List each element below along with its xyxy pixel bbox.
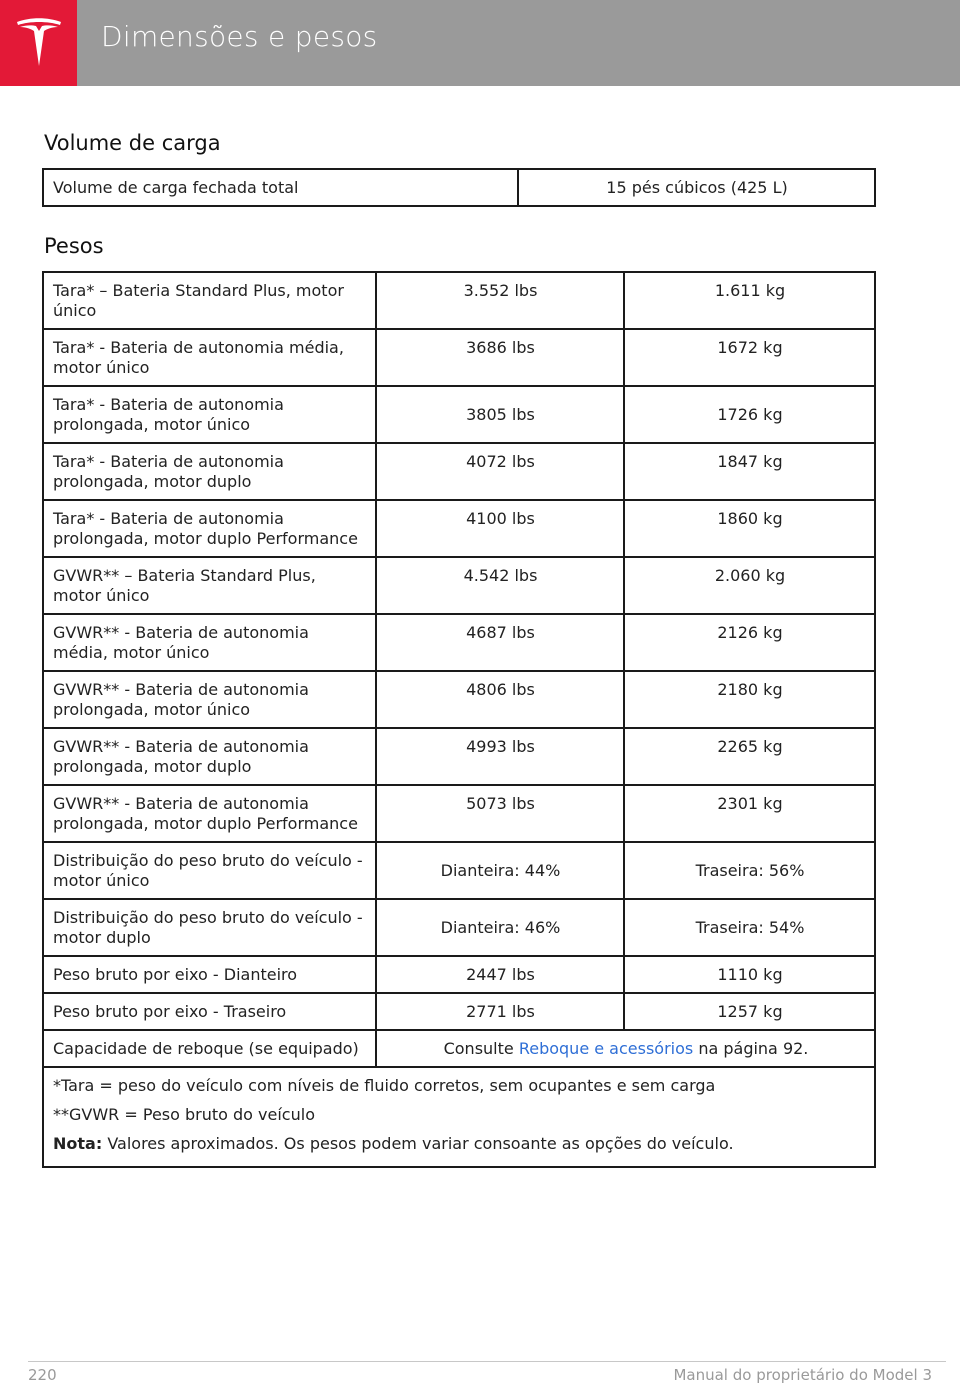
weight-label: GVWR** - Bateria de autonomia prolongada, motor duplo — [43, 728, 376, 785]
towing-prefix: Consulte — [443, 1039, 519, 1058]
table-row — [43, 899, 875, 956]
table-row — [43, 671, 875, 728]
weight-lbs: 4687 lbs — [376, 614, 624, 671]
weight-lbs: 5073 lbs — [376, 785, 624, 842]
cargo-table — [42, 168, 876, 207]
weight-label: Tara* – Bateria Standard Plus, motor único — [43, 272, 376, 329]
weight-lbs: 3805 lbs — [376, 386, 624, 443]
towing-suffix: na página 92. — [693, 1039, 809, 1058]
weight-kg: 2180 kg — [624, 671, 875, 728]
weight-lbs: 4806 lbs — [376, 671, 624, 728]
table-row — [43, 443, 875, 500]
nota-line — [53, 1134, 866, 1154]
weight-kg: 2301 kg — [624, 785, 875, 842]
weight-label: GVWR** - Bateria de autonomia média, motor único — [43, 614, 376, 671]
weight-lbs: 2447 lbs — [376, 956, 624, 993]
weight-kg: Traseira: 54% — [624, 899, 875, 956]
weight-lbs: 4993 lbs — [376, 728, 624, 785]
table-row — [43, 557, 875, 614]
towing-label: Capacidade de reboque (se equipado) — [43, 1030, 376, 1067]
table-row — [43, 1030, 875, 1067]
weight-kg: 2.060 kg — [624, 557, 875, 614]
table-row — [43, 386, 875, 443]
weight-lbs: 4072 lbs — [376, 443, 624, 500]
footer-divider — [28, 1361, 946, 1362]
nota-text: Valores aproximados. Os pesos podem variar consoante as opções do veículo. — [102, 1134, 734, 1153]
weight-lbs: 3686 lbs — [376, 329, 624, 386]
tara-note: *Tara = peso do veículo com níveis de fluido corretos, sem ocupantes e sem carga — [53, 1076, 716, 1095]
weight-label: Tara* - Bateria de autonomia prolongada, motor duplo Performance — [43, 500, 376, 557]
weight-kg: 1847 kg — [624, 443, 875, 500]
table-row — [43, 785, 875, 842]
weight-label: Tara* - Bateria de autonomia média, motor único — [43, 329, 376, 386]
weight-label: Distribuição do peso bruto do veículo - motor duplo — [43, 899, 376, 956]
weight-kg: 1860 kg — [624, 500, 875, 557]
header-bar — [77, 0, 960, 86]
weight-lbs: 2771 lbs — [376, 993, 624, 1030]
weight-lbs: Dianteira: 44% — [376, 842, 624, 899]
weight-label: Tara* - Bateria de autonomia prolongada, motor duplo — [43, 443, 376, 500]
table-row — [43, 169, 875, 206]
table-row — [43, 614, 875, 671]
weight-lbs: 4100 lbs — [376, 500, 624, 557]
table-row — [43, 993, 875, 1030]
weight-kg: 1257 kg — [624, 993, 875, 1030]
page-title: Dimensões e pesos — [101, 20, 378, 53]
cargo-heading: Volume de carga — [44, 131, 221, 155]
weight-label: Distribuição do peso bruto do veículo - motor único — [43, 842, 376, 899]
towing-reference — [376, 1030, 875, 1067]
weights-heading: Pesos — [44, 234, 104, 258]
table-row — [43, 272, 875, 329]
tesla-logo-icon — [16, 18, 62, 68]
weight-kg: 1.611 kg — [624, 272, 875, 329]
weight-label: Peso bruto por eixo - Dianteiro — [43, 956, 376, 993]
weight-label: Peso bruto por eixo - Traseiro — [43, 993, 376, 1030]
weight-lbs: 3.552 lbs — [376, 272, 624, 329]
weight-kg: 1672 kg — [624, 329, 875, 386]
notes-cell — [43, 1067, 875, 1167]
gvwr-note: **GVWR = Peso bruto do veículo — [53, 1105, 315, 1124]
weight-lbs: 4.542 lbs — [376, 557, 624, 614]
table-row — [43, 1067, 875, 1167]
page-header — [0, 0, 960, 86]
table-row — [43, 842, 875, 899]
weight-kg: 1726 kg — [624, 386, 875, 443]
towing-link[interactable]: Reboque e acessórios — [518, 1039, 694, 1058]
weight-label: Tara* - Bateria de autonomia prolongada, motor único — [43, 386, 376, 443]
nota-label: Nota: — [53, 1134, 103, 1153]
table-row — [43, 956, 875, 993]
weight-lbs: Dianteira: 46% — [376, 899, 624, 956]
logo-box — [0, 0, 77, 86]
weights-table — [42, 271, 876, 1168]
weight-label: GVWR** - Bateria de autonomia prolongada, motor duplo Performance — [43, 785, 376, 842]
cargo-value: 15 pés cúbicos (425 L) — [518, 169, 875, 206]
manual-title: Manual do proprietário do Model 3 — [673, 1366, 932, 1384]
weight-label: GVWR** - Bateria de autonomia prolongada, motor único — [43, 671, 376, 728]
weight-kg: 2126 kg — [624, 614, 875, 671]
cargo-label: Volume de carga fechada total — [43, 169, 518, 206]
table-row — [43, 728, 875, 785]
weight-kg: 1110 kg — [624, 956, 875, 993]
table-row — [43, 329, 875, 386]
page-number: 220 — [28, 1366, 57, 1384]
weight-kg: Traseira: 56% — [624, 842, 875, 899]
table-row — [43, 500, 875, 557]
weight-kg: 2265 kg — [624, 728, 875, 785]
weight-label: GVWR** – Bateria Standard Plus, motor único — [43, 557, 376, 614]
